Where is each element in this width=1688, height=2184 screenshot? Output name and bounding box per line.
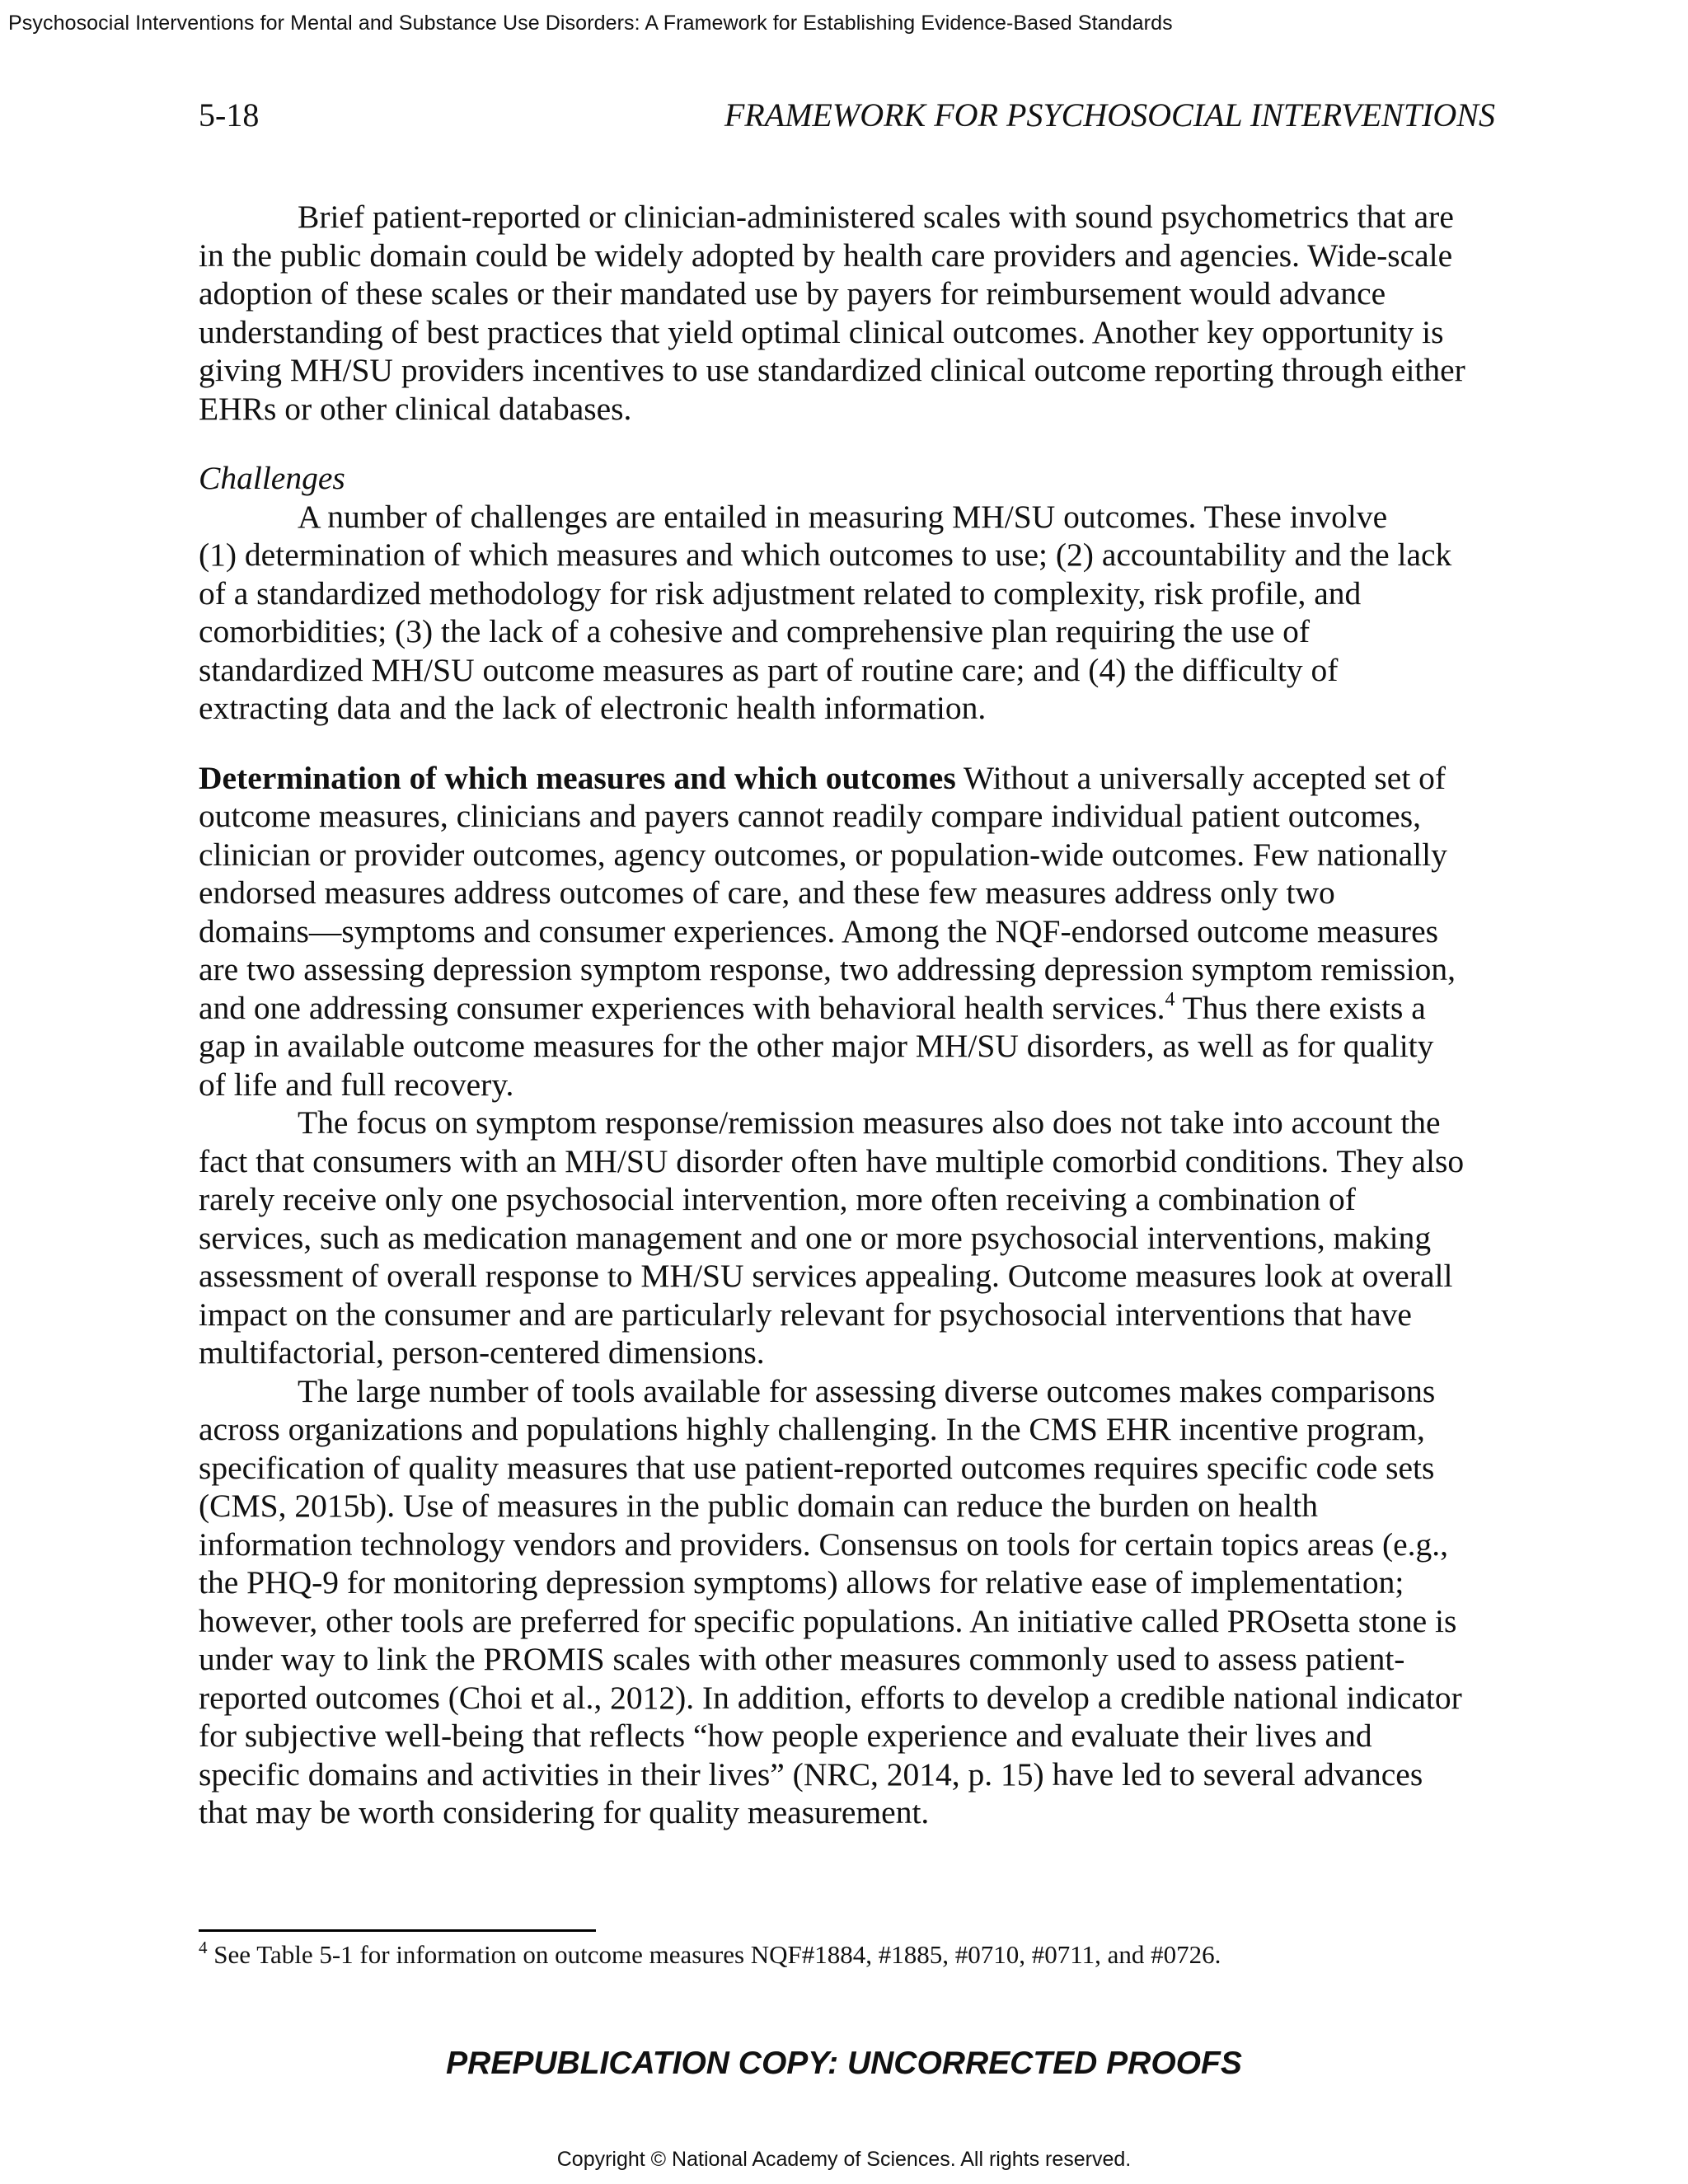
text-line: information technology vendors and providers. Consensus on tools for certain topics areas (e.g., xyxy=(199,1526,1449,1563)
text-fragment: Without a universally accepted set of xyxy=(955,759,1447,796)
subheading-challenges: Challenges xyxy=(199,460,345,496)
text-line: EHRs or other clinical databases. xyxy=(199,390,632,427)
text-line xyxy=(199,989,1501,1028)
text-line: fact that consumers with an MH/SU disorder often have multiple comorbid conditions. They also xyxy=(199,1142,1465,1179)
text-line: in the public domain could be widely adopted by health care providers and agencies. Wide-scale xyxy=(199,237,1453,274)
text-line: specific domains and activities in their lives” (NRC, 2014, p. 15) have led to several advances xyxy=(199,1755,1423,1793)
section-title: FRAMEWORK FOR PSYCHOSOCIAL INTERVENTIONS xyxy=(724,96,1495,134)
footnote-divider xyxy=(199,1929,596,1932)
footnote-reference[interactable]: 4 xyxy=(1165,988,1175,1010)
text-fragment: and one addressing consumer experiences with behavioral health services. xyxy=(199,989,1165,1026)
text-line: reported outcomes (Choi et al., 2012). In addition, efforts to develop a credible national indicator xyxy=(199,1679,1462,1716)
text-line: of a standardized methodology for risk adjustment related to complexity, risk profile, and xyxy=(199,574,1362,612)
text-line: specification of quality measures that use patient-reported outcomes requires specific code sets xyxy=(199,1449,1435,1486)
text-line: giving MH/SU providers incentives to use standardized clinical outcome reporting through either xyxy=(199,352,1465,388)
text-line: (1) determination of which measures and which outcomes to use; (2) accountability and the lack xyxy=(199,537,1452,573)
page-number: 5-18 xyxy=(199,96,260,134)
paragraph-tools xyxy=(199,1372,1501,1832)
text-line: of life and full recovery. xyxy=(199,1066,514,1103)
text-line: standardized MH/SU outcome measures as part of routine care; and (4) the difficulty of xyxy=(199,651,1339,688)
text-line: (CMS, 2015b). Use of measures in the public domain can reduce the burden on health xyxy=(199,1488,1319,1524)
text-fragment: Thus there exists a xyxy=(1175,989,1426,1026)
text-line: are two assessing depression symptom response, two addressing depression symptom remission, xyxy=(199,951,1456,987)
text-line: however, other tools are preferred for specific populations. An initiative called PROsetta stone is xyxy=(199,1602,1457,1639)
body-text xyxy=(199,198,1501,1832)
text-line: adoption of these scales or their mandated use by payers for reimbursement would advance xyxy=(199,275,1386,312)
footnote xyxy=(199,1940,1221,1970)
text-line: domains—symptoms and consumer experiences. Among the NQF-endorsed outcome measures xyxy=(199,912,1438,949)
text-line xyxy=(199,759,1501,798)
text-line: multifactorial, person-centered dimensions. xyxy=(199,1334,765,1371)
running-title: Psychosocial Interventions for Mental and Substance Use Disorders: A Framework for Establishing Evidence-Based Standards xyxy=(8,12,1173,35)
text-line: assessment of overall response to MH/SU services appealing. Outcome measures look at overall xyxy=(199,1258,1453,1294)
run-in-heading: Determination of which measures and which outcomes xyxy=(199,759,956,796)
text-line: rarely receive only one psychosocial intervention, more often receiving a combination of xyxy=(199,1181,1356,1217)
text-line: services, such as medication management and one or more psychosocial interventions, making xyxy=(199,1219,1432,1256)
paragraph-determination xyxy=(199,759,1501,1104)
footnote-text: See Table 5-1 for information on outcome measures NQF#1884, #1885, #0710, #0711, and #0726. xyxy=(207,1940,1221,1969)
paragraph-challenges xyxy=(199,498,1501,728)
text-line: gap in available outcome measures for the other major MH/SU disorders, as well as for quality xyxy=(199,1028,1434,1064)
text-line: that may be worth considering for quality measurement. xyxy=(199,1794,930,1830)
page-header xyxy=(199,96,1495,135)
copyright-notice: Copyright © National Academy of Sciences. All rights reserved. xyxy=(556,2148,1132,2171)
text-line: impact on the consumer and are particularly relevant for psychosocial interventions that have xyxy=(199,1296,1412,1333)
text-line: across organizations and populations highly challenging. In the CMS EHR incentive program, xyxy=(199,1411,1425,1447)
text-line: under way to link the PROMIS scales with other measures commonly used to assess patient- xyxy=(199,1641,1405,1677)
text-line: The focus on symptom response/remission measures also does not take into account the xyxy=(298,1104,1441,1141)
text-line: comorbidities; (3) the lack of a cohesive and comprehensive plan requiring the use of xyxy=(199,613,1311,649)
text-line: A number of challenges are entailed in measuring MH/SU outcomes. These involve xyxy=(298,498,1388,535)
text-line: the PHQ-9 for monitoring depression symptoms) allows for relative ease of implementation; xyxy=(199,1564,1404,1601)
text-line: endorsed measures address outcomes of care, and these few measures address only two xyxy=(199,874,1335,911)
text-line: understanding of best practices that yield optimal clinical outcomes. Another key opportunity is xyxy=(199,313,1444,350)
text-line: extracting data and the lack of electronic health information. xyxy=(199,690,987,726)
text-line: The large number of tools available for assessing diverse outcomes makes comparisons xyxy=(298,1372,1436,1409)
text-line: outcome measures, clinicians and payers cannot readily compare individual patient outcomes, xyxy=(199,798,1421,834)
paragraph-scales xyxy=(199,198,1501,428)
text-line: for subjective well-being that reflects “how people experience and evaluate their lives and xyxy=(199,1718,1372,1754)
footnote-marker: 4 xyxy=(199,1938,208,1957)
proof-banner: PREPUBLICATION COPY: UNCORRECTED PROOFS xyxy=(446,2046,1242,2081)
text-line: clinician or provider outcomes, agency outcomes, or population-wide outcomes. Few nationally xyxy=(199,836,1447,873)
paragraph-symptom-focus xyxy=(199,1104,1501,1372)
text-line: Brief patient-reported or clinician-administered scales with sound psychometrics that are xyxy=(298,199,1454,235)
